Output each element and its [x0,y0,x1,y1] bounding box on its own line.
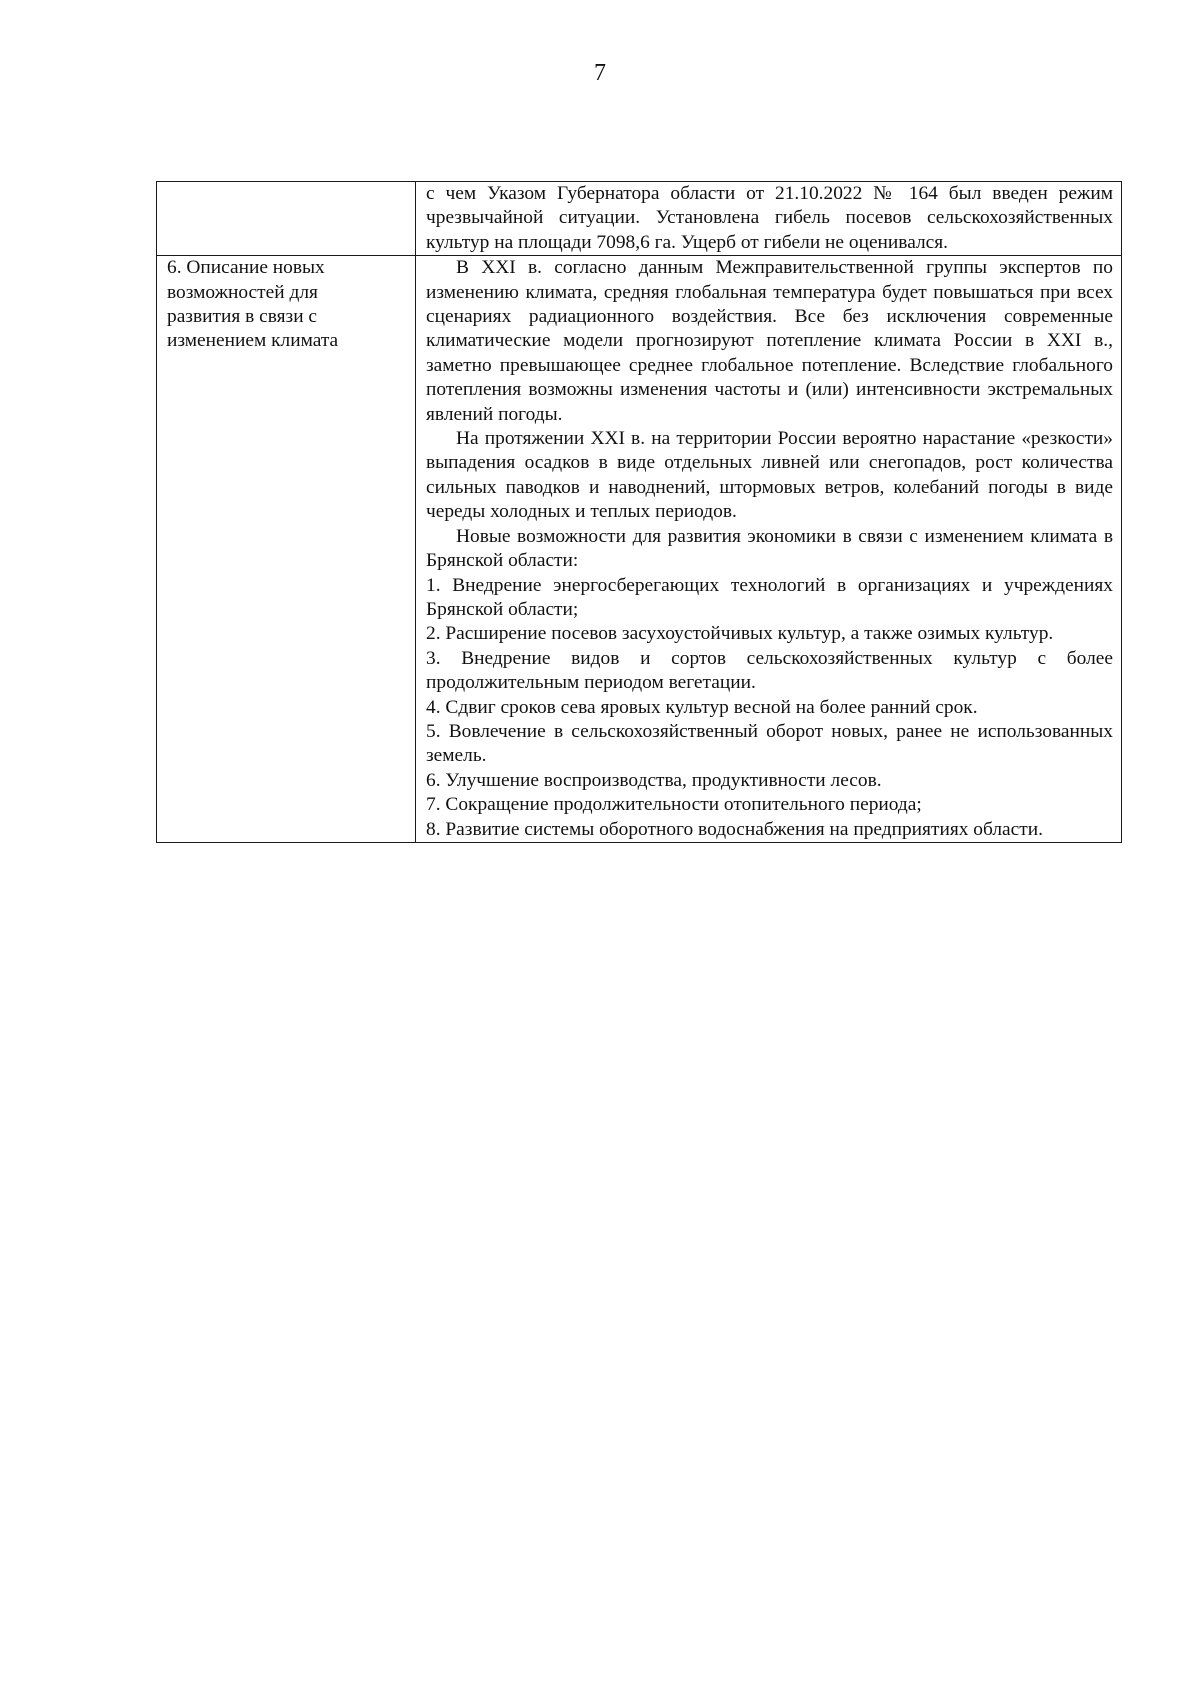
row-label-line: изменением климата [167,330,339,352]
paragraph: В XXI в. согласно данным Межправительственной группы экспертов по изменению климата, средняя глобальная температура будет повышаться при всех сценариях радиационного воздействия. Все без исключения современные климатические модели прогнозируют потепление климата России в XXI в., заметно превышающее среднее глобальное потепление. Вследствие глобального потепления возможны изменения частоты и (или) интенсивности экстремальных явлений погоды. [426,257,1113,425]
list-item: 8. Развитие системы оборотного водоснабжения на предприятиях области. [426,818,1043,840]
list-item: 1. Внедрение энергосберегающих технологий в организациях и учреждениях Брянской области; [426,574,1113,620]
list-item: 7. Сокращение продолжительности отопительного периода; [426,794,922,816]
row-content-cell [416,182,1122,256]
row-label-line: развития в связи с [167,306,318,328]
page-number: 7 [594,60,606,86]
row-content-cell [416,256,1122,843]
row-label-cell [157,182,416,256]
document-table [156,181,1122,843]
list-item: 6. Улучшение воспроизводства, продуктивности лесов. [426,769,882,791]
list-item: 2. Расширение посевов засухоустойчивых культур, а также озимых культур. [426,623,1054,645]
list-item: 3. Внедрение видов и сортов сельскохозяйственных культур с более продолжительным периодом вегетации. [426,647,1113,694]
row-label-line: 6. Описание новых [167,257,325,279]
paragraph: Новые возможности для развития экономики в связи с изменением климата в Брянской области: [426,525,1113,572]
table-row [157,256,1122,843]
row-label-cell [157,256,416,843]
row-label-line: возможностей для [167,281,318,303]
list-item: 5. Вовлечение в сельскохозяйственный оборот новых, ранее не использованных земель. [426,720,1113,767]
list-item: 4. Сдвиг сроков сева яровых культур весной на более ранний срок. [426,696,978,718]
paragraph: На протяжении XXI в. на территории России вероятно нарастание «резкости» выпадения осадков в виде отдельных ливней или снегопадов, рост количества сильных паводков и наводнений, штормовых ветров, колебаний погоды в виде череды холодных и теплых периодов. [426,428,1113,523]
table-row [157,182,1122,256]
continuation-paragraph: с чем Указом Губернатора области от 21.10.2022 № 164 был введен режим чрезвычайной ситуации. Установлена гибель посевов сельскохозяйственных культур на площади 7098,6 га. Ущерб от гибели не оценивался. [426,183,1113,253]
